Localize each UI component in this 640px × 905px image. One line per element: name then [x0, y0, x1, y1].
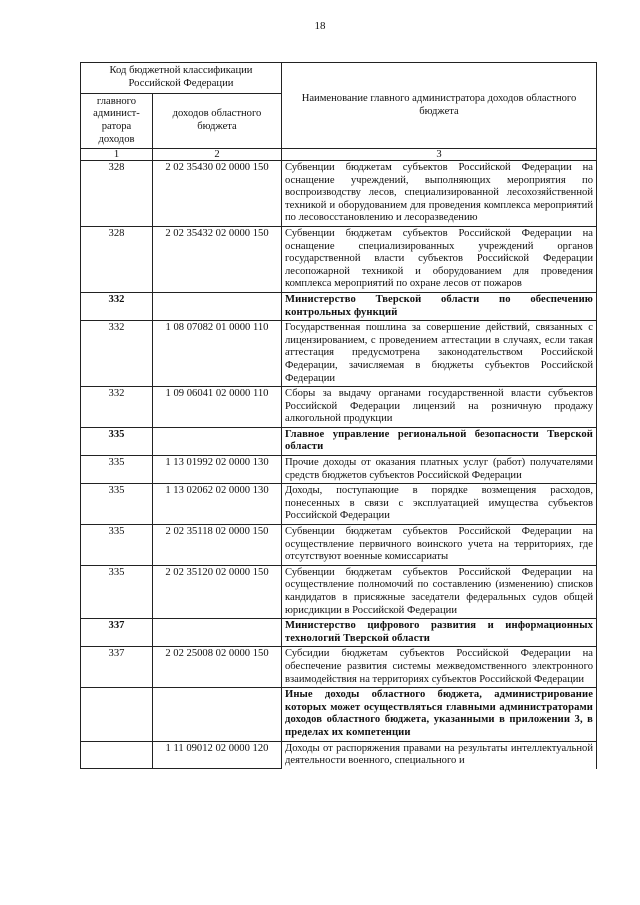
- admin-code-cell: 332: [81, 321, 153, 387]
- revenue-code-cell: [153, 619, 282, 647]
- admin-code-cell: 335: [81, 484, 153, 525]
- admin-code-cell: 335: [81, 456, 153, 484]
- header-group-cell: Код бюджетной классификации Российской Федерации: [81, 63, 282, 94]
- administrator-heading-row: [81, 427, 597, 455]
- admin-code-cell: 335: [81, 427, 153, 455]
- table-header-row: [81, 63, 597, 94]
- table-row: [81, 226, 597, 292]
- page-number: 18: [314, 20, 326, 32]
- admin-code-cell: 328: [81, 161, 153, 227]
- table-row: [81, 387, 597, 428]
- admin-code-cell: 332: [81, 387, 153, 428]
- admin-code-cell: 335: [81, 525, 153, 566]
- revenue-code-cell: 1 08 07082 01 0000 110: [153, 321, 282, 387]
- administrator-name-cell: Главное управление региональной безопасности Тверской области: [282, 427, 597, 455]
- column-number-2: 2: [153, 149, 282, 161]
- section-name-cell: Иные доходы областного бюджета, администрирование которых может осуществляться главными администраторами доходов областного бюджета, указанными в приложении 3, в пределах их компетенции: [282, 688, 597, 741]
- revenue-name-cell: Субсидии бюджетам субъектов Российской Федерации на обеспечение развития системы межведомственного электронного взаимодействия на территориях субъектов Российской Федерации: [282, 647, 597, 688]
- header-admin-cell: главного админист-ратора доходов: [81, 94, 153, 149]
- revenue-code-cell: 2 02 35430 02 0000 150: [153, 161, 282, 227]
- revenue-code-cell: 1 11 09012 02 0000 120: [153, 741, 282, 769]
- table-row: [81, 525, 597, 566]
- header-name-cell: Наименование главного администратора доходов областного бюджета: [282, 63, 597, 149]
- revenue-name-cell: Доходы, поступающие в порядке возмещения расходов, понесенных в связи с эксплуатацией имущества субъектов Российской Федерации: [282, 484, 597, 525]
- table-row: [81, 484, 597, 525]
- admin-code-cell: 328: [81, 226, 153, 292]
- revenue-code-cell: [153, 427, 282, 455]
- table-row: [81, 161, 597, 227]
- table-row: [81, 321, 597, 387]
- column-number-3: 3: [282, 149, 597, 161]
- revenue-code-cell: [153, 688, 282, 741]
- column-number-row: [81, 149, 597, 161]
- admin-code-cell: [81, 688, 153, 741]
- admin-code-cell: 337: [81, 619, 153, 647]
- administrator-name-cell: Министерство Тверской области по обеспечению контрольных функций: [282, 292, 597, 320]
- revenue-name-cell: Государственная пошлина за совершение действий, связанных с лицензированием, с проведением аттестации в случаях, если такая аттестация предусмотрена законодательством Российской Федерации, зачисляемая в бюджеты субъектов Российской Федерации: [282, 321, 597, 387]
- revenue-name-cell: Субвенции бюджетам субъектов Российской Федерации на осуществление полномочий по составлению (изменению) списков кандидатов в присяжные заседатели федеральных судов общей юрисдикции в Российской Федерации: [282, 565, 597, 618]
- administrator-name-cell: Министерство цифрового развития и информационных технологий Тверской области: [282, 619, 597, 647]
- administrator-heading-row: [81, 619, 597, 647]
- revenue-name-cell: Сборы за выдачу органами государственной власти субъектов Российской Федерации лицензий на розничную продажу алкогольной продукции: [282, 387, 597, 428]
- admin-code-cell: [81, 741, 153, 769]
- revenue-code-cell: 1 13 02062 02 0000 130: [153, 484, 282, 525]
- revenue-code-cell: 2 02 35120 02 0000 150: [153, 565, 282, 618]
- column-number-1: 1: [81, 149, 153, 161]
- admin-code-cell: 332: [81, 292, 153, 320]
- table-row: [81, 565, 597, 618]
- revenue-code-cell: 1 09 06041 02 0000 110: [153, 387, 282, 428]
- revenue-name-cell: Субвенции бюджетам субъектов Российской Федерации на оснащение специализированных учреждений органов государственной власти субъектов Российской Федерации лесопожарной техникой и оборудованием для проведения комплекса мероприятий по охране лесов от пожаров: [282, 226, 597, 292]
- admin-code-cell: 335: [81, 565, 153, 618]
- revenue-code-cell: 2 02 35118 02 0000 150: [153, 525, 282, 566]
- table-row: [81, 456, 597, 484]
- revenue-name-cell: Доходы от распоряжения правами на результаты интеллектуальной деятельности военного, специального и: [282, 741, 597, 769]
- revenue-name-cell: Субвенции бюджетам субъектов Российской Федерации на оснащение учреждений, выполняющих мероприятия по воспроизводству лесов, специализированной лесохозяйственной техникой и оборудованием для проведения комплекса мероприятий по лесовосстановлению и лесоразведению: [282, 161, 597, 227]
- revenue-code-cell: 1 13 01992 02 0000 130: [153, 456, 282, 484]
- admin-code-cell: 337: [81, 647, 153, 688]
- administrator-heading-row: [81, 292, 597, 320]
- section-heading-row: [81, 688, 597, 741]
- revenue-name-cell: Субвенции бюджетам субъектов Российской Федерации на осуществление первичного воинского учета на территориях, где отсутствуют военные комиссариаты: [282, 525, 597, 566]
- revenue-name-cell: Прочие доходы от оказания платных услуг (работ) получателями средств бюджетов субъектов Российской Федерации: [282, 456, 597, 484]
- revenue-code-cell: [153, 292, 282, 320]
- table-row: [81, 741, 597, 769]
- revenue-code-cell: 2 02 25008 02 0000 150: [153, 647, 282, 688]
- budget-classification-table: [80, 62, 597, 769]
- table-row: [81, 647, 597, 688]
- header-code-cell: доходов областного бюджета: [153, 94, 282, 149]
- revenue-code-cell: 2 02 35432 02 0000 150: [153, 226, 282, 292]
